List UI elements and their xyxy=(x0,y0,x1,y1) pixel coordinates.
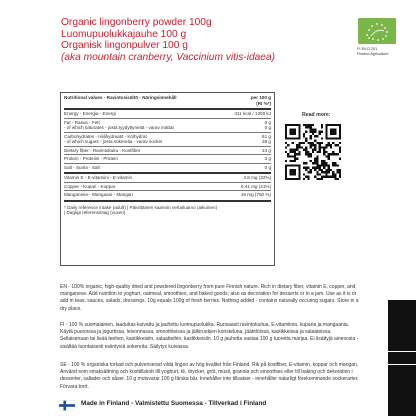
title-se: Organisk lingonpulver 100 g xyxy=(61,40,188,51)
made-in-finland xyxy=(59,398,266,409)
nutrition-row xyxy=(64,165,271,171)
description-en: EN - 100% organic, high-quality dried and powdered lingonberry from pure Finnish nature. Rich in dietary fiber, vitamin E, copper, and manganese. Add nutrition to yoghurt, oatmeal, smoothies, and baked goods; also as decoration for desserts or in a jam. Use as it is or add in teas, sauces, salads, dressings. 10g equals 100g of fresh berries. Nothing added - contains naturally occuring sugars. Store in a dry place. xyxy=(60,284,359,312)
nutrition-value: 3.8 mg (32%) xyxy=(243,175,271,180)
nutrition-value: 3 g xyxy=(264,156,271,161)
nutrition-label: Copper - Kupari - Koppar xyxy=(64,183,116,189)
nutrition-value: 24 g xyxy=(262,147,271,153)
nutrition-footnote-line: | Dagligt referensintag (vuxen) xyxy=(64,210,126,215)
nutrition-footnote-line: * Daily reference intake (adult) | Päivittäinen saannin vertailuarvo (aikuinen) xyxy=(64,204,218,210)
nutrition-value: 0 g xyxy=(264,125,271,130)
organic-certificate-code xyxy=(357,47,407,56)
nutrition-header-right: per 100 g xyxy=(250,95,271,100)
description-se: SE - 100 % organiska torkad och pulveriserad vilda lingon av hög kvalitet från Finland. Rik på kostfiber, E-vitamin, koppar och mangan. Använd som smaksättning och kosttillskott till yoghurt, tē, drycker, gröt, müsli, granola och smoothies eller till baking och dekoration i desserter, sallader och såser. 10 g motsvarar 100 g färska bär. Innehåller inte tillsatser - innehåller naturligt förekommande sockerarter. Förvara torrt. xyxy=(60,362,359,390)
read-more-label: Read more: xyxy=(302,112,331,118)
nutrition-value: 15 mg (750 %) xyxy=(240,192,271,197)
nutrition-value: 61 g xyxy=(262,133,271,139)
nutrition-header-left: Nutritional values - Ravintosisältö - Näringsinnehåll xyxy=(64,95,177,100)
barcode-graphic xyxy=(384,300,416,416)
eu-stars-leaf-icon xyxy=(358,18,396,44)
nutrition-value: 311 kcal / 1300 kJ xyxy=(234,111,271,116)
nutrition-label: Fat - Rasva - Fett xyxy=(64,119,100,125)
title-latin: (aka mountain cranberry, Vaccinium vitis-idaea) xyxy=(61,51,276,63)
nutrition-value: 38 g xyxy=(262,139,271,144)
nutrition-label: Carbohydrates - Hiilihydraatit - Kolhydrat xyxy=(64,133,147,139)
nutrition-row xyxy=(64,184,271,190)
nutrition-label: Dietary fiber - Ravintokuitu - Kostfiber xyxy=(64,147,141,153)
nutrition-row xyxy=(64,175,271,181)
nutrition-label: Protein - Proteiini - Protein xyxy=(64,156,118,161)
nutrition-header-note: (RI %*) xyxy=(256,100,271,106)
nutrition-table xyxy=(60,92,275,266)
nutrition-label: - of which saturates - josta tyydyttyneitä - varav mättat xyxy=(64,125,174,130)
qr-code-graphic xyxy=(285,124,341,180)
nutrition-label: Energy - Energia - Energi xyxy=(64,111,116,116)
nutrition-label: Manganese - Mangaani - Mangan xyxy=(64,192,133,197)
description-fi: FI - 100 % suomalainen, laadukas kuivattu ja jauhettu luomupuolukka. Runsaasti ravintokuitua, E-vitamiinia, kuparia ja mangaania. Käytä puuroissa ja jogurtissa, leivonnassa, smoothieissa ja jälkiruokien koristeluna, jäätelöissä, kastikkeissa ja salaateissa. Sellaisenaan tai lisää teehen, kastikkeisiin, salaatteihin, kastikkeisiin. 10 g jauhetta vastaa 100 g tuoretta marjaa. Ei lisättyjä ainesosia - sisältää luontaisesti esiintyviä sokereita. Säilytys kuivassa. xyxy=(60,322,359,350)
organic-code-line: Finland Agriculture xyxy=(357,51,389,56)
finland-flag-icon xyxy=(59,398,75,409)
made-in-text: Made in Finland - Valmistettu Suomessa - Tillverkad i Finland xyxy=(81,400,267,407)
nutrition-label: Salt - Suola - Salt xyxy=(64,164,100,170)
nutrition-row xyxy=(64,111,271,117)
nutrition-row xyxy=(64,139,271,145)
qr-code-icon[interactable] xyxy=(285,124,341,180)
nutrition-value: 0 g xyxy=(264,119,271,125)
product-titles xyxy=(61,17,361,63)
nutrition-row xyxy=(64,156,271,162)
nutrition-row xyxy=(64,192,271,198)
nutrition-footnote xyxy=(64,205,271,216)
nutrition-label: - of which sugars - josta sokereita - varav socker xyxy=(64,139,163,144)
nutrition-value: 0 g xyxy=(264,164,271,170)
title-en: Organic lingonberry powder 100g xyxy=(61,17,212,28)
organic-code-line: FI-EKO-201 xyxy=(357,47,378,51)
nutrition-value: 0.41 mg (41%) xyxy=(240,183,271,189)
title-fi: Luomupuolukkajauhe 100 g xyxy=(61,28,187,40)
nutrition-label: Vitamin E - E-vitamiini - E-vitamin xyxy=(64,175,133,180)
eu-organic-leaf-logo xyxy=(358,18,396,44)
nutrition-row xyxy=(64,148,271,154)
nutrition-row xyxy=(64,125,271,131)
